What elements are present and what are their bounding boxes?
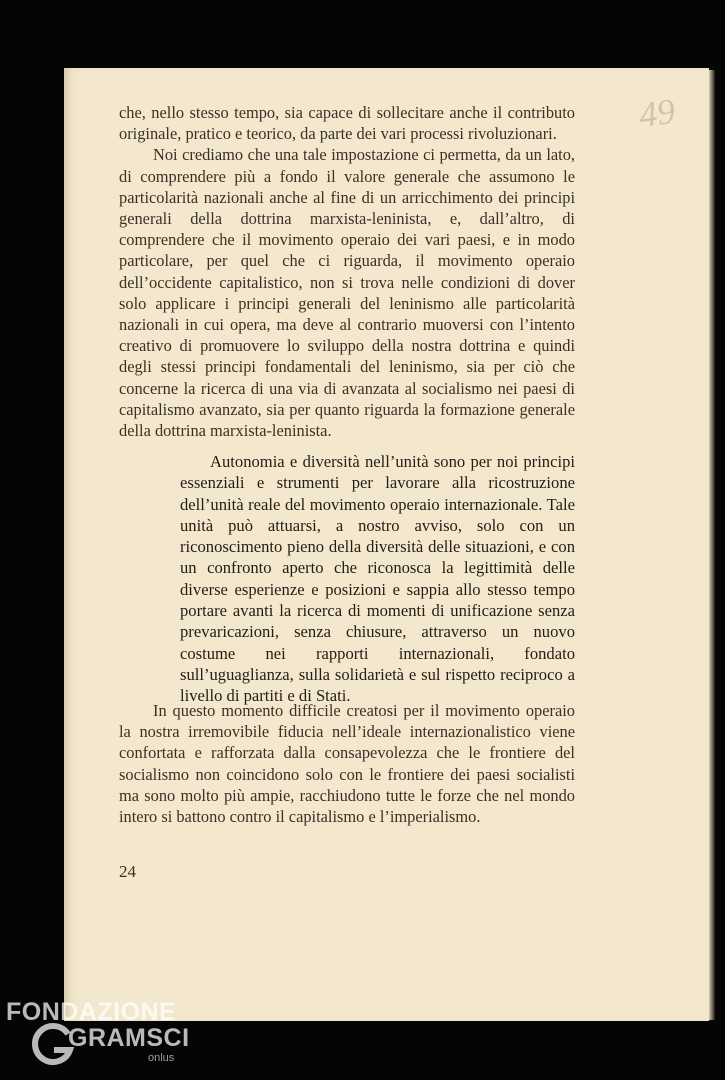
logo-onlus: onlus bbox=[148, 1052, 175, 1064]
paragraph-1: che, nello stesso tempo, sia capace di sollecitare anche il contributo originale, pratico e teorico, da parte dei vari processi rivoluzionari. bbox=[119, 103, 575, 144]
body-text-top bbox=[119, 102, 575, 441]
paragraph-2: Noi crediamo che una tale impostazione ci permetta, da un lato, di comprendere più a fondo il valore generale che assumono le particolarità nazionali anche al fine di un arricchimento dei principi generali della dottrina marxista-leninista, e, dall’altro, di comprendere che il movimento operaio dei vari paesi, e in modo particolare, per quel che ci riguarda, il movimento operaio dell’occidente capitalistico, non si trova nelle condizioni di dover solo applicare i principi generali del leninismo alle particolarità nazionali in cui opera, ma deve al contrario muoversi con l’intento creativo di promuovere lo sviluppo della nostra dottrina e quindi degli stessi principi fondamentali del leninismo, sia per ciò che concerne la ricerca di una via di avanzata al socialismo nei paesi di capitalismo avanzato, sia per quanto riguarda la formazione generale della dottrina marxista-leninista. bbox=[119, 145, 575, 441]
body-text-bottom bbox=[119, 700, 575, 827]
page-number: 24 bbox=[119, 862, 136, 881]
logo-line-2: GRAMSCI bbox=[68, 1024, 190, 1052]
block-quote bbox=[180, 451, 575, 707]
logo-line-1: FONDAZIONE bbox=[6, 998, 177, 1026]
page-edge bbox=[709, 70, 715, 1020]
handwritten-folio-number: 49 bbox=[636, 90, 678, 136]
quote-paragraph: Autonomia e diversità nell’unità sono per noi principi essenziali e strumenti per lavorare alla ricostruzione dell’unità reale del movimento operaio internazionale. Tale unità può attuarsi, a nostro avviso, solo con un riconoscimento pieno della diversità delle situazioni, e con un confronto aperto che riconosca la legittimità delle diverse esperienze e posizioni e sappia allo stesso tempo portare avanti la ricerca di momenti di unificazione senza prevaricazioni, senza chiusure, attraverso un nuovo costume nei rapporti internazionali, fondato sull’uguaglianza, sulla solidarietà e sul rispetto reciproco a livello di partiti e di Stati. bbox=[180, 452, 575, 706]
fondazione-gramsci-logo bbox=[0, 998, 210, 1080]
paragraph-3: In questo momento difficile creatosi per il movimento operaio la nostra irremovibile fiducia nell’ideale internazionalistico viene confortata e rafforzata dalla consapevolezza che le frontiere del socialismo non coincidono solo con le frontiere dei paesi socialisti ma sono molto più ampie, racchiudono tutte le forze che nel mondo intero si battono contro il capitalismo e l’imperialismo. bbox=[119, 701, 575, 827]
